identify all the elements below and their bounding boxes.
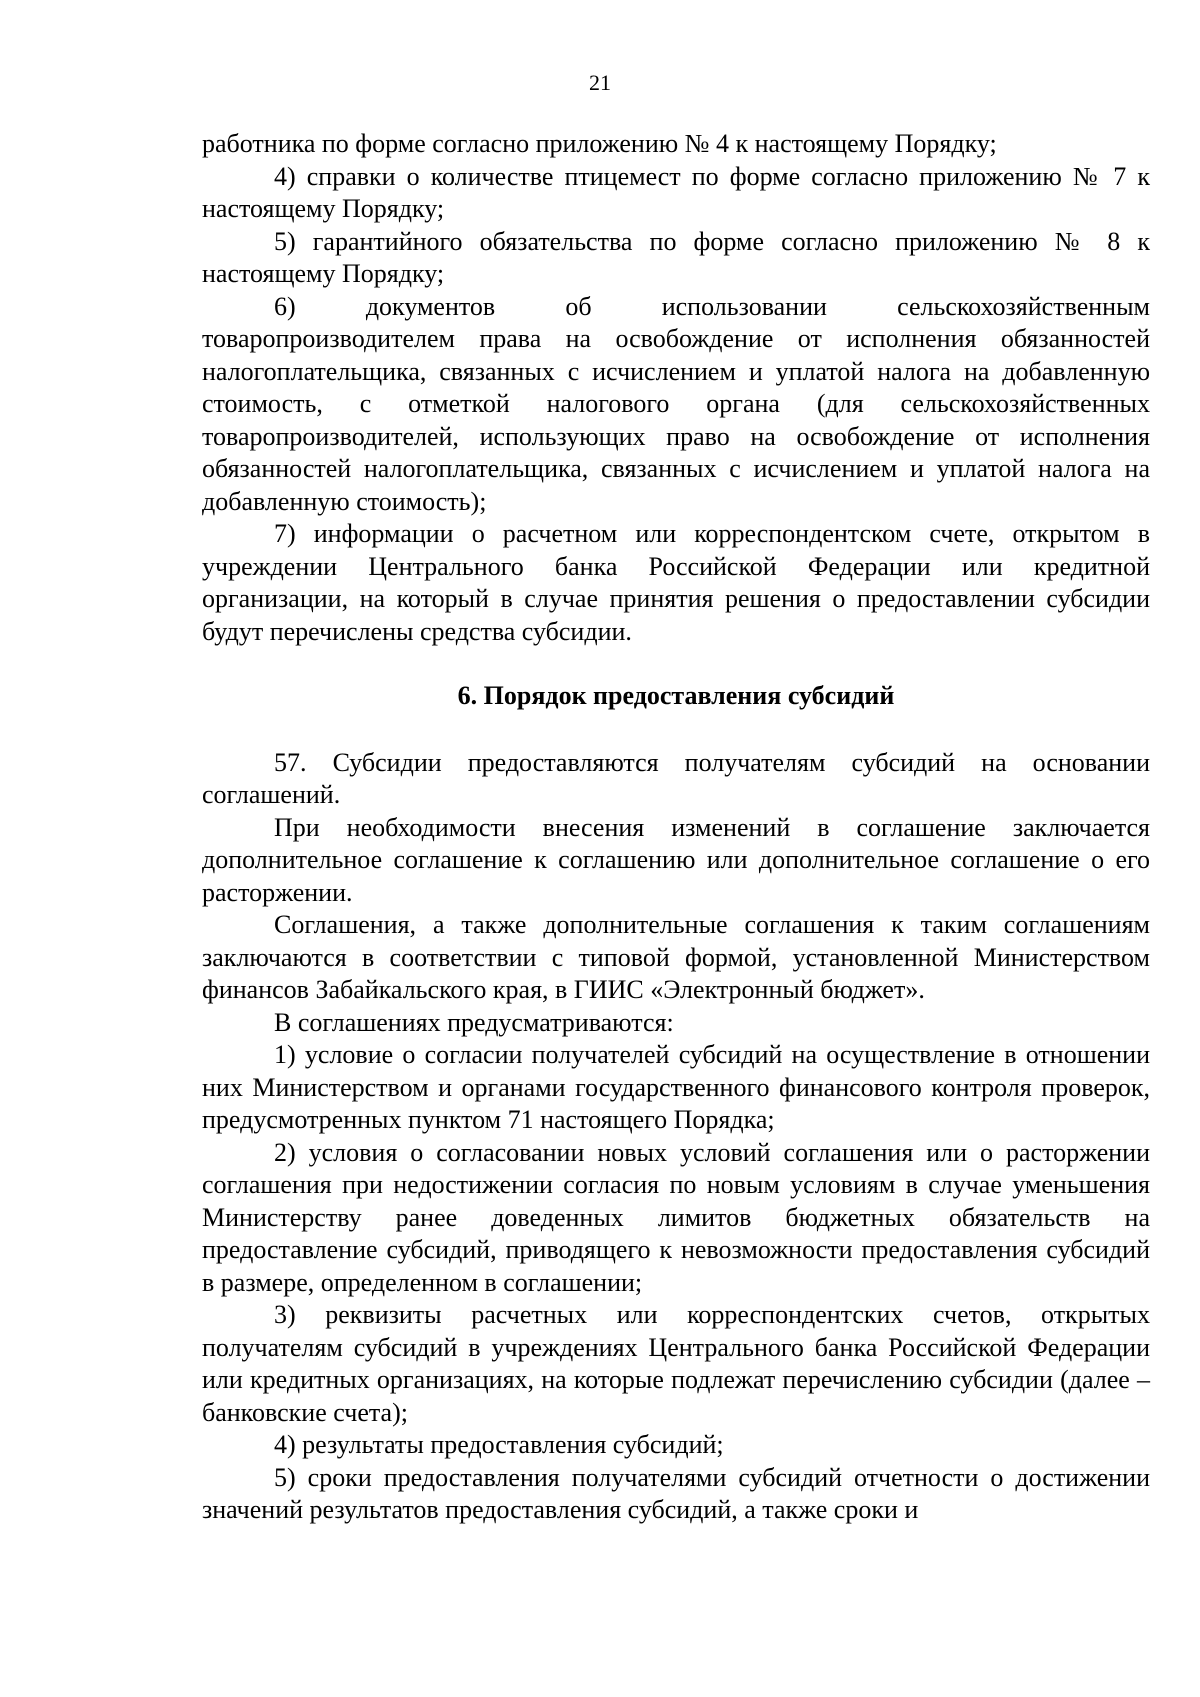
paragraph: При необходимости внесения изменений в соглашение заключается дополнительное соглашение к соглашению или дополнительное соглашение о его расторжении. [202, 812, 1150, 907]
paragraph: 3) реквизиты расчетных или корреспондентских счетов, открытых получателям субсидий в учреждениях Центрального банка Российской Федерации или кредитных организациях, на которые подлежат перечислению субсидии (далее – банковские счета); [202, 1300, 1150, 1427]
paragraph: 1) условие о согласии получателей субсидий на осуществление в отношении них Министерством и органами государственного финансового контроля проверок, предусмотренных пунктом 71 настоящего Порядка; [202, 1040, 1150, 1134]
paragraph: 5) сроки предоставления получателями субсидий отчетности о достижении значений результатов предоставления субсидий, а также сроки и [202, 1462, 1150, 1524]
paragraph: 57. Субсидии предоставляются получателям субсидий на основании соглашений. [202, 747, 1150, 809]
paragraphs-after [202, 747, 1150, 1527]
paragraphs-before [202, 128, 1150, 648]
paragraph: 2) условия о согласовании новых условий соглашения или о расторжении соглашения при недостижении согласия по новым условиям в случае уменьшения Министерству ранее доведенных лимитов бюджетных обязательств на предоставление субсидий, приводящего к невозможности предоставления субсидий в размере, определенном в соглашении; [202, 1137, 1150, 1297]
paragraph: В соглашениях предусматриваются: [274, 1007, 674, 1037]
paragraph: 7) информации о расчетном или корреспондентском счете, открытом в учреждении Центрального банка Российской Федерации или кредитной организации, на который в случае принятия решения о предоставлении субсидии будут перечислены средства субсидии. [202, 519, 1150, 646]
document-body [202, 128, 1150, 1527]
paragraph: работника по форме согласно приложению № 4 к настоящему Порядку; [202, 129, 997, 158]
paragraph: 4) справки о количестве птицемест по форме согласно приложению № 7 к настоящему Порядку; [202, 161, 1150, 223]
paragraph: 4) результаты предоставления субсидий; [274, 1430, 724, 1459]
paragraph: Соглашения, а также дополнительные соглашения к таким соглашениям заключаются в соответствии с типовой формой, установленной Министерством финансов Забайкальского края, в ГИИС «Электронный бюджет». [202, 910, 1150, 1004]
paragraph: 6) документов об использовании сельскохозяйственным товаропроизводителем права на освобождение от исполнения обязанностей налогоплательщика, связанных с исчислением и уплатой налога на добавленную стоимость, с отметкой налогового органа (для сельскохозяйственных товаропроизводителей, использующих право на освобождение от исполнения обязанностей налогоплательщика, связанных с исчислением и уплатой налога на добавленную стоимость); [202, 291, 1150, 516]
paragraph: 5) гарантийного обязательства по форме согласно приложению № 8 к настоящему Порядку; [202, 226, 1150, 288]
section-heading: 6. Порядок предоставления субсидий [457, 681, 895, 710]
page-number: 21 [589, 70, 611, 95]
